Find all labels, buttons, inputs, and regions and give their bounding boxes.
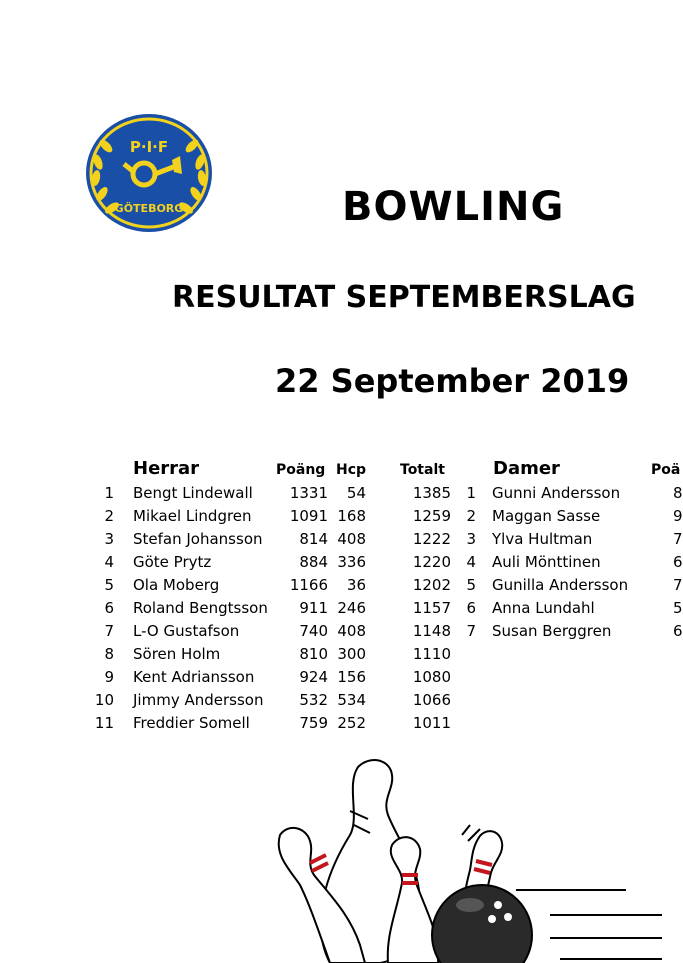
- table-row: [0, 714, 680, 737]
- poang-value: 884: [299, 553, 328, 571]
- rank: 9: [104, 668, 114, 686]
- hcp-value: 252: [337, 714, 366, 732]
- totalt-value: 1080: [412, 668, 451, 686]
- page-title: BOWLING: [342, 184, 565, 230]
- rank: 5: [466, 576, 476, 594]
- hcp-value: 336: [337, 553, 366, 571]
- damer-col-poang: Poä: [651, 462, 681, 478]
- rank: 5: [104, 576, 114, 594]
- table-row: [0, 645, 680, 668]
- totalt-value: 1202: [412, 576, 451, 594]
- poang-value: 6: [673, 622, 683, 640]
- table-row: [0, 668, 680, 691]
- player-name: Auli Mönttinen: [492, 553, 601, 571]
- event-date: 22 September 2019: [275, 362, 630, 400]
- totalt-value: 1222: [412, 530, 451, 548]
- hcp-value: 300: [337, 645, 366, 663]
- poang-value: 810: [299, 645, 328, 663]
- rank: 1: [104, 484, 114, 502]
- totalt-value: 1259: [412, 507, 451, 525]
- poang-value: 1166: [289, 576, 328, 594]
- player-name: Roland Bengtsson: [133, 599, 268, 617]
- player-name: Sören Holm: [133, 645, 221, 663]
- rank: 11: [94, 714, 114, 732]
- rank: 3: [104, 530, 114, 548]
- rank: 6: [466, 599, 476, 617]
- player-name: Bengt Lindewall: [133, 484, 253, 502]
- hcp-value: 156: [337, 668, 366, 686]
- hcp-value: 534: [337, 691, 366, 709]
- herrar-col-poang: Poäng: [276, 462, 326, 478]
- table-row: [0, 530, 683, 553]
- rank: 7: [466, 622, 476, 640]
- table-row: [0, 484, 683, 507]
- rank: 4: [104, 553, 114, 571]
- rank: 2: [466, 507, 476, 525]
- poang-value: 7: [673, 576, 683, 594]
- hcp-value: 36: [346, 576, 366, 594]
- poang-value: 814: [299, 530, 328, 548]
- player-name: Ylva Hultman: [492, 530, 593, 548]
- rank: 6: [104, 599, 114, 617]
- damer-heading: Damer: [493, 458, 560, 479]
- poang-value: 5: [673, 599, 683, 617]
- totalt-value: 1385: [412, 484, 451, 502]
- poang-value: 7: [673, 530, 683, 548]
- pif-goteborg-logo: [84, 112, 214, 234]
- totalt-value: 1220: [412, 553, 451, 571]
- totalt-value: 1148: [412, 622, 451, 640]
- player-name: Freddier Somell: [133, 714, 250, 732]
- hcp-value: 408: [337, 622, 366, 640]
- player-name: Susan Berggren: [492, 622, 612, 640]
- table-row: [0, 599, 683, 622]
- page-subtitle: RESULTAT SEPTEMBERSLAG: [172, 280, 636, 315]
- rank: 10: [94, 691, 114, 709]
- hcp-value: 246: [337, 599, 366, 617]
- table-row: [0, 507, 683, 530]
- hcp-value: 168: [337, 507, 366, 525]
- player-name: Anna Lundahl: [492, 599, 595, 617]
- table-row: [0, 622, 683, 645]
- bowling-illustration: [270, 755, 680, 963]
- herrar-col-hcp: Hcp: [336, 462, 367, 478]
- herrar-col-totalt: Totalt: [400, 462, 445, 478]
- rank: 3: [466, 530, 476, 548]
- totalt-value: 1011: [412, 714, 451, 732]
- player-name: Maggan Sasse: [492, 507, 601, 525]
- hcp-value: 54: [346, 484, 366, 502]
- hcp-value: 408: [337, 530, 366, 548]
- rank: 4: [466, 553, 476, 571]
- player-name: Jimmy Andersson: [133, 691, 264, 709]
- player-name: Gunni Andersson: [492, 484, 621, 502]
- player-name: Gunilla Andersson: [492, 576, 629, 594]
- player-name: Stefan Johansson: [133, 530, 263, 548]
- rank: 7: [104, 622, 114, 640]
- totalt-value: 1110: [412, 645, 451, 663]
- table-row: [0, 691, 680, 714]
- svg-text:P·I·F: P·I·F: [129, 138, 169, 156]
- herrar-heading: Herrar: [133, 458, 200, 479]
- poang-value: 6: [673, 553, 683, 571]
- poang-value: 1331: [289, 484, 328, 502]
- rank: 2: [104, 507, 114, 525]
- poang-value: 9: [673, 507, 683, 525]
- poang-value: 1091: [289, 507, 328, 525]
- player-name: L-O Gustafson: [133, 622, 240, 640]
- table-row: [0, 576, 683, 599]
- poang-value: 740: [299, 622, 328, 640]
- rank: 1: [466, 484, 476, 502]
- poang-value: 532: [299, 691, 328, 709]
- poang-value: 759: [299, 714, 328, 732]
- rank: 8: [104, 645, 114, 663]
- table-row: [0, 553, 683, 576]
- totalt-value: 1157: [412, 599, 451, 617]
- svg-text:GÖTEBORG: GÖTEBORG: [114, 202, 184, 215]
- poang-value: 911: [299, 599, 328, 617]
- poang-value: 924: [299, 668, 328, 686]
- player-name: Mikael Lindgren: [133, 507, 252, 525]
- totalt-value: 1066: [412, 691, 451, 709]
- player-name: Kent Adriansson: [133, 668, 255, 686]
- player-name: Ola Moberg: [133, 576, 220, 594]
- player-name: Göte Prytz: [133, 553, 212, 571]
- poang-value: 8: [673, 484, 683, 502]
